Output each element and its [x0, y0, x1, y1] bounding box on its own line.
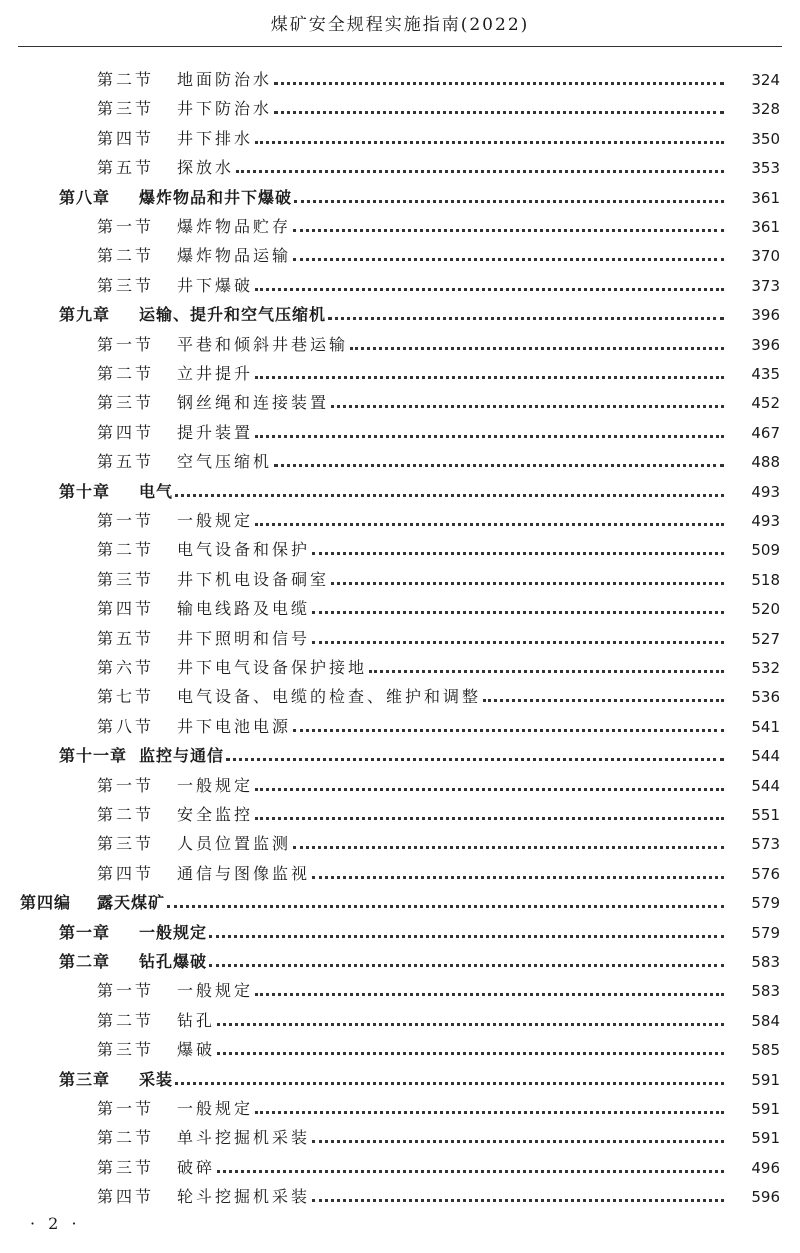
dot-leader [293, 846, 724, 849]
toc-entry-number: 第一章 [59, 922, 111, 942]
toc-entry-label [0, 276, 253, 296]
toc-entry-title: 钻孔爆破 [139, 952, 208, 971]
page-number: · 2 · [30, 1214, 81, 1233]
toc-entry-chapter[interactable] [0, 1064, 800, 1090]
toc-entry-page: 467 [751, 423, 780, 442]
toc-entry-label [0, 893, 165, 913]
toc-entry-section[interactable] [0, 1005, 800, 1031]
toc-entry-section[interactable] [0, 93, 800, 119]
dot-leader [167, 905, 724, 908]
toc-entry-page: 536 [751, 688, 780, 707]
dot-leader [312, 552, 724, 555]
toc-entry-page: 488 [751, 453, 780, 472]
toc-entry-label [0, 423, 253, 443]
toc-entry-number: 第六节 [97, 658, 155, 677]
toc-entry-chapter[interactable] [0, 917, 800, 943]
toc-entry-section[interactable] [0, 64, 800, 90]
toc-entry-page: 573 [751, 835, 780, 854]
toc-entry-label [0, 129, 253, 149]
toc-entry-title: 一般规定 [139, 922, 208, 942]
toc-entry-label [0, 834, 291, 854]
toc-entry-label [0, 70, 272, 90]
toc-entry-page: 373 [751, 276, 780, 295]
toc-entry-page: 518 [751, 570, 780, 589]
dot-leader [350, 347, 724, 350]
toc-entry-number: 第二节 [97, 805, 155, 824]
toc-entry-label [0, 1099, 253, 1119]
toc-entry-label [0, 188, 292, 208]
toc-entry-number: 第三节 [97, 834, 155, 854]
toc-entry-title: 井下排水 [177, 128, 254, 148]
toc-entry-title: 井下照明和信号 [177, 628, 311, 648]
toc-entry-section[interactable] [0, 505, 800, 531]
toc-entry-section[interactable] [0, 623, 800, 649]
dot-leader [483, 699, 724, 702]
dot-leader [369, 670, 724, 673]
toc-entry-label [0, 1040, 215, 1060]
toc-entry-page: 591 [751, 1100, 780, 1118]
toc-entry-title: 爆破 [177, 1040, 216, 1060]
dot-leader [255, 523, 724, 526]
toc-entry-page: 361 [751, 218, 780, 236]
toc-entry-title: 单斗挖掘机采装 [177, 1128, 311, 1148]
toc-entry-section[interactable] [0, 681, 800, 707]
toc-entry-label [0, 364, 253, 384]
toc-entry-title: 破碎 [177, 1157, 216, 1177]
toc-entry-page: 496 [751, 1158, 780, 1177]
toc-entry-title: 井下机电设备硐室 [177, 569, 330, 589]
toc-entry-section[interactable] [0, 1152, 800, 1178]
toc-entry-page: 527 [751, 629, 780, 648]
toc-entry-number: 第一节 [97, 1099, 155, 1118]
toc-entry-title: 一般规定 [177, 775, 254, 795]
toc-entry-number: 第五节 [97, 158, 155, 178]
dot-leader [255, 788, 724, 791]
dot-leader [209, 964, 724, 967]
toc-entry-page: 493 [751, 482, 780, 501]
toc-entry-page: 350 [751, 129, 780, 148]
toc-entry-section[interactable] [0, 1181, 800, 1207]
toc-entry-label [0, 246, 291, 266]
toc-entry-section[interactable] [0, 799, 800, 825]
toc-entry-section[interactable] [0, 417, 800, 443]
toc-entry-label [0, 776, 253, 796]
dot-leader [312, 611, 724, 614]
toc-entry-number: 第五节 [97, 628, 155, 648]
toc-entry-number: 第四节 [97, 1187, 155, 1207]
running-header [18, 0, 782, 47]
toc-entry-section[interactable] [0, 534, 800, 560]
toc-entry-title: 探放水 [177, 158, 235, 178]
toc-entry-title: 通信与图像监视 [177, 863, 311, 883]
toc-entry-label [0, 393, 329, 413]
toc-entry-chapter[interactable] [0, 740, 800, 766]
toc-entry-title: 一般规定 [177, 511, 254, 530]
dot-leader [255, 288, 724, 291]
toc-entry-label [0, 570, 329, 590]
toc-entry-page: 576 [751, 864, 780, 883]
toc-entry-number: 第一节 [97, 217, 155, 236]
toc-entry-title: 立井提升 [177, 364, 254, 383]
dot-leader [312, 1140, 724, 1143]
toc-entry-section[interactable] [0, 1034, 800, 1060]
toc-entry-section[interactable] [0, 828, 800, 854]
toc-entry-number: 第二节 [97, 1128, 155, 1148]
toc-entry-title: 井下防治水 [177, 99, 273, 119]
dot-leader [293, 729, 724, 732]
toc-entry-label [0, 1011, 215, 1031]
toc-entry-title: 地面防治水 [177, 70, 273, 89]
toc-entry-label [0, 864, 310, 884]
toc-entry-section[interactable] [0, 652, 800, 678]
toc-entry-number: 第一节 [97, 981, 155, 1001]
toc-entry-page: 585 [751, 1041, 780, 1060]
toc-entry-section[interactable] [0, 1122, 800, 1148]
toc-entry-number: 第一节 [97, 334, 155, 354]
dot-leader [274, 464, 724, 467]
toc-entry-section[interactable] [0, 711, 800, 737]
toc-entry-title: 井下爆破 [177, 275, 254, 295]
dot-leader [274, 82, 724, 85]
toc-entry-title: 钻孔 [177, 1010, 216, 1030]
toc-entry-title: 人员位置监测 [177, 834, 292, 854]
toc-entry-chapter[interactable] [0, 476, 800, 502]
toc-entry-title: 电气设备、电缆的检查、维护和调整 [177, 687, 482, 707]
toc-entry-number: 第四编 [20, 893, 72, 913]
toc-entry-page: 541 [751, 717, 780, 736]
toc-entry-page: 396 [751, 306, 780, 325]
toc-entry-label [0, 746, 224, 766]
toc-entry-label [0, 482, 173, 502]
toc-entry-title: 安全监控 [177, 805, 254, 824]
toc-entry-page: 353 [751, 159, 780, 178]
toc-entry-label [0, 511, 253, 531]
toc-entry-page: 324 [751, 71, 780, 89]
toc-entry-title: 露天煤矿 [97, 893, 166, 913]
toc-entry-label [0, 335, 348, 355]
toc-entry-page: 328 [751, 100, 780, 119]
dot-leader [255, 141, 724, 144]
toc-entry-label [0, 158, 234, 178]
toc-entry-number: 第三节 [97, 99, 155, 119]
toc-entry-page: 584 [751, 1011, 780, 1030]
toc-entry-section[interactable] [0, 211, 800, 237]
toc-entry-label [0, 452, 272, 472]
dot-leader [217, 1170, 724, 1173]
toc-entry-label [0, 717, 291, 737]
toc-entry-page: 551 [751, 806, 780, 824]
toc-entry-title: 电气 [139, 481, 174, 501]
toc-entry-section[interactable] [0, 240, 800, 266]
toc-entry-number: 第三节 [97, 569, 155, 589]
toc-entry-number: 第二节 [97, 246, 155, 266]
toc-entry-label [0, 99, 272, 119]
toc-entry-title: 运输、提升和空气压缩机 [139, 305, 327, 325]
toc-entry-number: 第三节 [97, 275, 155, 295]
toc-entry-section[interactable] [0, 270, 800, 296]
toc-entry-label [0, 540, 310, 560]
toc-entry-number: 第八节 [97, 716, 155, 736]
toc-entry-label [0, 952, 207, 972]
dot-leader [255, 376, 724, 379]
toc-entry-label [0, 1187, 310, 1207]
toc-entry-title: 井下电池电源 [177, 716, 292, 736]
toc-entry-chapter[interactable] [0, 182, 800, 208]
toc-entry-title: 钢丝绳和连接装置 [177, 393, 330, 413]
dot-leader [331, 405, 724, 408]
toc-entry-number: 第十章 [59, 481, 111, 501]
dot-leader [274, 111, 724, 114]
toc-entry-label [0, 629, 310, 649]
toc-entry-label [0, 305, 326, 325]
toc-entry-section[interactable] [0, 593, 800, 619]
toc-entry-number: 第四节 [97, 128, 155, 148]
toc-entry-number: 第四节 [97, 599, 155, 619]
toc-entry-page: 370 [751, 247, 780, 266]
toc-entry-section[interactable] [0, 770, 800, 796]
toc-entry-number: 第九章 [59, 305, 111, 325]
toc-entry-page: 532 [751, 659, 780, 677]
toc-entry-title: 井下电气设备保护接地 [177, 658, 368, 677]
toc-entry-number: 第二节 [97, 540, 155, 560]
toc-entry-number: 第七节 [97, 687, 155, 707]
dot-leader [255, 1111, 724, 1114]
dot-leader [294, 200, 724, 203]
toc-entry-page: 435 [751, 365, 780, 383]
toc-entry-label [0, 1158, 215, 1178]
toc-entry-title: 爆炸物品运输 [177, 246, 292, 266]
toc-entry-title: 电气设备和保护 [177, 540, 311, 560]
toc-entry-label [0, 599, 310, 619]
dot-leader [175, 1082, 724, 1085]
toc-entry-number: 第二章 [59, 952, 111, 971]
dot-leader [328, 317, 724, 320]
toc-entry-label [0, 217, 291, 237]
toc-entry-label [0, 805, 253, 825]
toc-entry-title: 爆炸物品贮存 [177, 217, 292, 236]
toc-entry-number: 第三节 [97, 1157, 155, 1177]
toc-entry-page: 520 [751, 600, 780, 619]
toc-entry-page: 361 [751, 188, 780, 207]
toc-entry-title: 监控与通信 [139, 746, 225, 766]
dot-leader [293, 229, 724, 232]
toc-entry-section[interactable] [0, 152, 800, 178]
dot-leader [236, 170, 724, 173]
toc-entry-page: 591 [751, 1129, 780, 1148]
toc-entry-number: 第三节 [97, 1040, 155, 1060]
toc-entry-number: 第二节 [97, 1010, 155, 1030]
toc-entry-page: 579 [751, 894, 780, 913]
toc-entry-section[interactable] [0, 123, 800, 149]
toc-entry-label [0, 923, 207, 943]
toc-entry-page: 493 [751, 512, 780, 530]
toc-entry-number: 第八章 [59, 187, 111, 207]
toc-entry-number: 第三节 [97, 393, 155, 413]
dot-leader [217, 1023, 724, 1026]
toc-entry-part[interactable] [0, 887, 800, 913]
book-title: 煤矿安全规程实施指南(2022) [270, 15, 530, 35]
toc-entry-section[interactable] [0, 975, 800, 1001]
toc-entry-page: 544 [751, 747, 780, 766]
toc-entry-number: 第四节 [97, 863, 155, 883]
toc-entry-number: 第一节 [97, 775, 155, 795]
dot-leader [175, 494, 724, 497]
toc-entry-number: 第二节 [97, 364, 155, 383]
toc-entry-title: 平巷和倾斜井巷运输 [177, 334, 349, 354]
toc-entry-page: 583 [751, 953, 780, 971]
toc-entry-label [0, 658, 367, 678]
dot-leader [312, 641, 724, 644]
toc-entry-page: 396 [751, 335, 780, 354]
toc-entry-page: 596 [751, 1188, 780, 1207]
toc-entry-title: 一般规定 [177, 981, 254, 1001]
dot-leader [226, 758, 724, 761]
toc-entry-title: 轮斗挖掘机采装 [177, 1187, 311, 1207]
toc-entry-title: 空气压缩机 [177, 452, 273, 472]
toc-entry-label [0, 687, 481, 707]
dot-leader [312, 876, 724, 879]
toc-entry-title: 提升装置 [177, 422, 254, 442]
toc-entry-number: 第三章 [59, 1069, 111, 1089]
dot-leader [331, 582, 724, 585]
toc-entry-number: 第十一章 [59, 746, 128, 766]
toc-entry-page: 583 [751, 982, 780, 1001]
toc-entry-section[interactable] [0, 1093, 800, 1119]
toc-entry-number: 第四节 [97, 422, 155, 442]
dot-leader [293, 258, 724, 261]
dot-leader [255, 435, 724, 438]
toc-entry-section[interactable] [0, 329, 800, 355]
toc-entry-chapter[interactable] [0, 299, 800, 325]
toc-entry-title: 采装 [139, 1069, 174, 1089]
toc-entry-section[interactable] [0, 446, 800, 472]
toc-entry-title: 一般规定 [177, 1099, 254, 1118]
toc-entry-number: 第五节 [97, 452, 155, 472]
dot-leader [255, 817, 724, 820]
toc-entry-label [0, 981, 253, 1001]
toc-entry-page: 509 [751, 541, 780, 560]
toc-entry-section[interactable] [0, 387, 800, 413]
toc-entry-label [0, 1128, 310, 1148]
toc-entry-number: 第一节 [97, 511, 155, 530]
toc-entry-page: 544 [751, 776, 780, 795]
toc-entry-section[interactable] [0, 358, 800, 384]
toc-entry-chapter[interactable] [0, 946, 800, 972]
toc-entry-title: 爆炸物品和井下爆破 [139, 187, 293, 207]
dot-leader [217, 1052, 724, 1055]
toc-entry-number: 第二节 [97, 70, 155, 89]
dot-leader [255, 993, 724, 996]
toc-entry-section[interactable] [0, 858, 800, 884]
toc-entry-page: 452 [751, 394, 780, 413]
toc-entry-title: 输电线路及电缆 [177, 599, 311, 619]
toc-entry-section[interactable] [0, 564, 800, 590]
toc-entry-page: 579 [751, 923, 780, 942]
dot-leader [209, 935, 724, 938]
dot-leader [312, 1199, 724, 1202]
toc-entry-page: 591 [751, 1070, 780, 1089]
toc-entry-label [0, 1070, 173, 1090]
